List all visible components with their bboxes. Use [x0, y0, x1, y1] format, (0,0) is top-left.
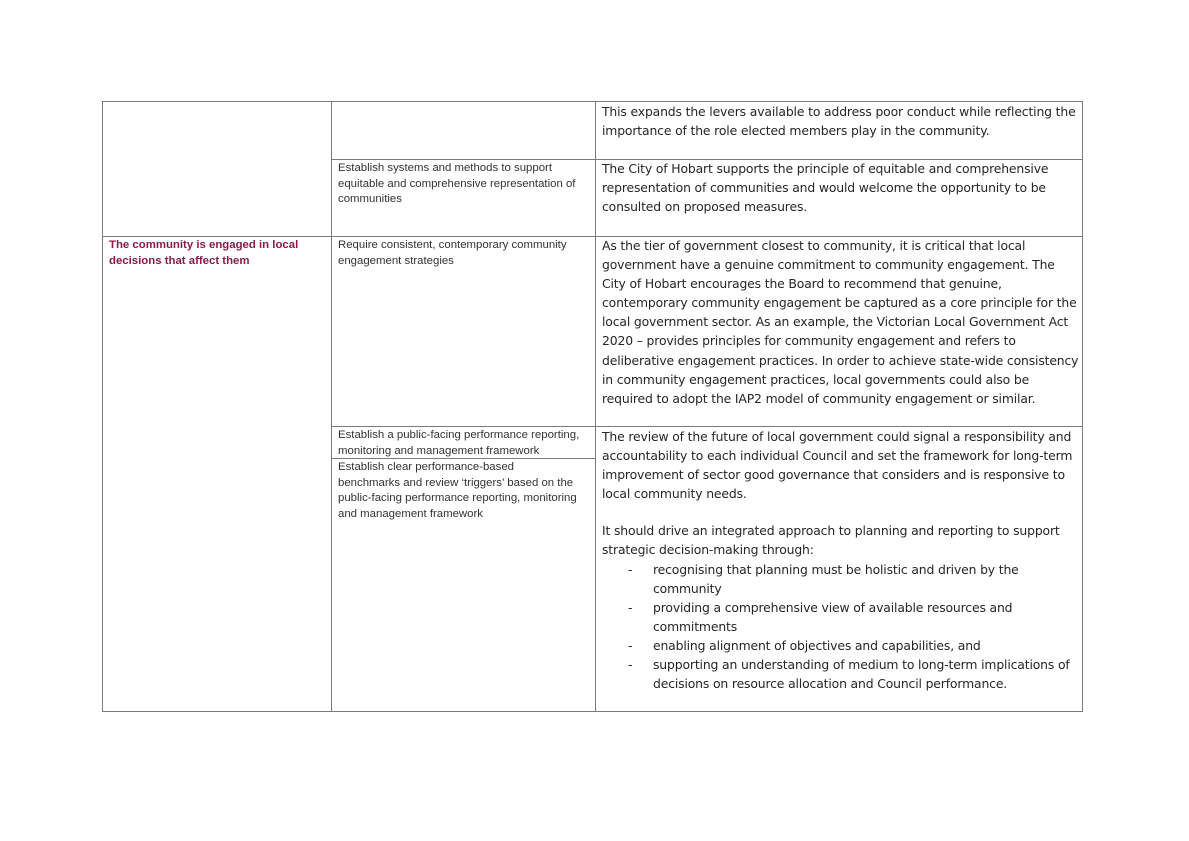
list-item-text: enabling alignment of objectives and capabilities, and: [653, 637, 981, 653]
response-text: It should drive an integrated approach to planning and reporting to support strategic decision-making through:: [602, 523, 1060, 558]
response-text: As the tier of government closest to community, it is critical that local government have a genuine commitment to community engagement. The City of Hobart encourages the Board to recommend that genuine, contemporary community engagement be captured as a core principle for the local government sector. As an example, the Victorian Local Government Act 2020 – provides principles for community engagement and refers to deliberative engagement practices. In order to achieve state-wide consistency in community engagement practices, local governments could also be required to adopt the IAP2 model of community engagement or similar.: [602, 238, 1079, 406]
action-cell: [338, 460, 578, 522]
column-divider: [595, 102, 596, 711]
dash-marker: -: [628, 561, 633, 577]
list-item-text: recognising that planning must be holistic and driven by the community: [653, 561, 1019, 596]
action-text: Establish a public-facing performance reporting, monitoring and management framework: [338, 429, 580, 457]
action-cell: [338, 238, 590, 269]
response-text: The City of Hobart supports the principle of equitable and comprehensive representation of communities and would welcome the opportunity to be consulted on proposed measures.: [602, 161, 1049, 215]
action-text: Establish clear performance-based benchmarks and review ‘triggers’ based on the public-facing performance reporting, monitoring and management framework: [338, 461, 577, 520]
action-text: Establish systems and methods to support equitable and comprehensive representation of communities: [338, 162, 576, 205]
response-text: This expands the levers available to address poor conduct while reflecting the importance of the role elected members play in the community.: [602, 104, 1076, 139]
list-item-text: providing a comprehensive view of available resources and commitments: [653, 599, 1013, 634]
list-item: [602, 560, 1078, 598]
list-item: [602, 598, 1078, 636]
response-cell: [602, 236, 1080, 408]
outcome-cell: [109, 238, 325, 269]
response-cell: [602, 159, 1078, 216]
dash-marker: -: [628, 599, 633, 615]
response-table: [102, 101, 1083, 712]
list-item: [602, 655, 1078, 693]
action-cell: [338, 428, 590, 459]
action-text: Require consistent, contemporary community engagement strategies: [338, 239, 567, 267]
outcome-heading: The community is engaged in local decisions that affect them: [109, 239, 299, 267]
list-item-text: supporting an understanding of medium to long-term implications of decisions on resource allocation and Council performance.: [653, 657, 1070, 692]
list-item: [602, 636, 1078, 655]
dash-marker: -: [628, 637, 633, 653]
column-divider: [331, 102, 332, 711]
response-cell: [602, 427, 1078, 693]
response-text: The review of the future of local government could signal a responsibility and accountability to each individual Council and set the framework for long-term improvement of sector good governance that considers and is responsive to local community needs.: [602, 429, 1073, 502]
dash-marker: -: [628, 657, 633, 673]
bullet-list: [602, 560, 1078, 694]
table-row: [602, 102, 1078, 140]
action-cell: [338, 161, 590, 208]
